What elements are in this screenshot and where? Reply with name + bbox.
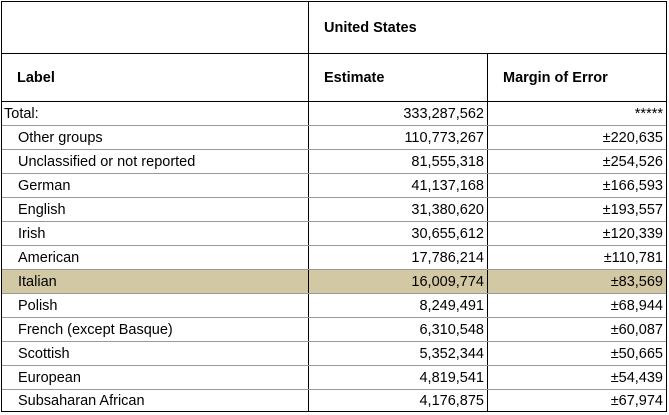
label-column-header: Label: [17, 69, 55, 86]
estimate-header-cell: [308, 54, 487, 101]
region-header-cell: [308, 2, 666, 53]
row-label: Irish: [18, 225, 46, 242]
row-label: German: [18, 177, 71, 194]
table-row: [2, 174, 666, 198]
table-row: [2, 150, 666, 174]
table-row: [2, 342, 666, 366]
row-moe: ±166,593: [487, 174, 666, 197]
row-moe: ±50,665: [487, 342, 666, 365]
row-estimate: 6,310,548: [308, 318, 487, 341]
table-row-highlighted: [2, 270, 666, 294]
row-moe: ±220,635: [487, 126, 666, 149]
row-label: French (except Basque): [18, 321, 173, 338]
row-moe: ±254,526: [487, 150, 666, 173]
row-estimate: 333,287,562: [308, 102, 487, 125]
row-moe: ±83,569: [487, 270, 666, 293]
row-estimate: 8,249,491: [308, 294, 487, 317]
row-label: Total:: [4, 105, 39, 122]
row-moe: ±67,974: [487, 390, 666, 411]
row-estimate: 17,786,214: [308, 246, 487, 269]
table-row: [2, 390, 666, 411]
estimate-column-header: Estimate: [324, 69, 385, 86]
row-label: Other groups: [18, 129, 103, 146]
table-row: [2, 198, 666, 222]
row-moe: ±193,557: [487, 198, 666, 221]
row-label: European: [18, 369, 81, 386]
row-estimate: 5,352,344: [308, 342, 487, 365]
table-row: [2, 366, 666, 390]
row-label: American: [18, 249, 80, 266]
row-moe: *****: [487, 102, 666, 125]
row-estimate: 41,137,168: [308, 174, 487, 197]
row-estimate: 4,176,875: [308, 390, 487, 411]
row-estimate: 30,655,612: [308, 222, 487, 245]
row-estimate: 31,380,620: [308, 198, 487, 221]
row-estimate: 81,555,318: [308, 150, 487, 173]
header-row-region: [2, 2, 666, 54]
row-label: Unclassified or not reported: [18, 153, 196, 170]
moe-header-cell: [487, 54, 666, 101]
row-moe: ±110,781: [487, 246, 666, 269]
row-estimate: 4,819,541: [308, 366, 487, 389]
row-moe: ±60,087: [487, 318, 666, 341]
header-row-columns: [2, 54, 666, 102]
row-moe: ±54,439: [487, 366, 666, 389]
row-label: Polish: [18, 297, 58, 314]
row-label: Subsaharan African: [18, 392, 145, 409]
row-moe: ±120,339: [487, 222, 666, 245]
table-row: [2, 222, 666, 246]
region-header: United States: [324, 19, 417, 36]
row-moe: ±68,944: [487, 294, 666, 317]
moe-column-header: Margin of Error: [503, 69, 608, 86]
row-estimate: 110,773,267: [308, 126, 487, 149]
row-label: English: [18, 201, 66, 218]
table-row: [2, 126, 666, 150]
table-row: [2, 294, 666, 318]
row-label: Scottish: [18, 345, 70, 362]
table-row: [2, 102, 666, 126]
row-estimate: 16,009,774: [308, 270, 487, 293]
label-header-cell: [2, 54, 308, 101]
ancestry-table: [1, 1, 667, 412]
table-row: [2, 318, 666, 342]
row-label: Italian: [18, 273, 57, 290]
table-row: [2, 246, 666, 270]
